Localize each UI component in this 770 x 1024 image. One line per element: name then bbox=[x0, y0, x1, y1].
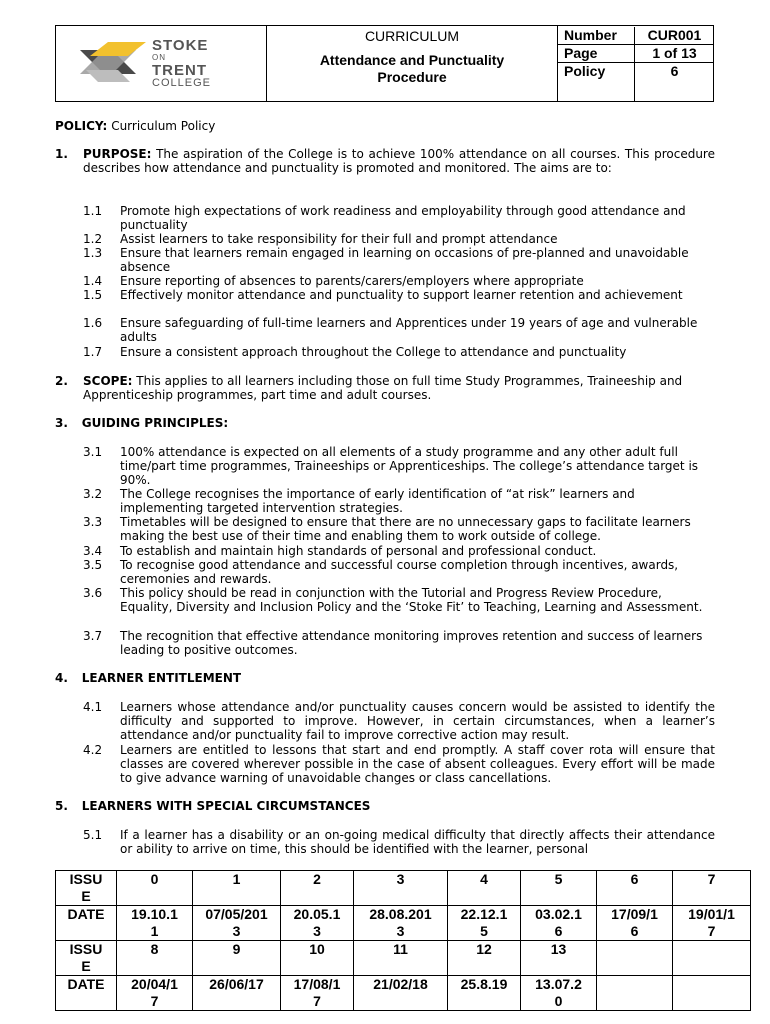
table-cell: 2 bbox=[281, 871, 354, 906]
table-cell: 28.08.201 3 bbox=[354, 906, 448, 941]
table-cell: 25.8.19 bbox=[448, 976, 521, 1011]
item-number: 1.5 bbox=[83, 288, 103, 302]
section-label: PURPOSE: bbox=[83, 147, 152, 161]
section-3-heading bbox=[55, 416, 715, 430]
section-label: LEARNERS WITH SPECIAL CIRCUMSTANCES bbox=[81, 799, 371, 813]
item-number: 1.7 bbox=[83, 345, 103, 359]
table-cell: 5 bbox=[521, 871, 597, 906]
list-item: Ensure that learners remain engaged in learning on occasions of pre-planned and unavoidable absence bbox=[120, 246, 689, 274]
list-item: Assist learners to take responsibility for their full and prompt attendance bbox=[120, 232, 558, 246]
list-item: If a learner has a disability or an on-going medical difficulty that directly affects their attendance or ability to arrive on time, this should be identified with the learner, personal bbox=[120, 828, 715, 856]
table-row bbox=[56, 871, 751, 906]
section-number: 5. bbox=[55, 799, 68, 813]
item-number: 5.1 bbox=[83, 828, 103, 842]
section-number: 1. bbox=[55, 147, 68, 161]
section-number: 2. bbox=[55, 374, 68, 388]
item-number: 3.2 bbox=[83, 487, 103, 501]
table-cell: 03.02.1 6 bbox=[521, 906, 597, 941]
section-body: This applies to all learners including those on full time Study Programmes, Traineeship and Apprenticeship programmes, part time and adult courses. bbox=[83, 374, 683, 402]
table-cell: 1 bbox=[193, 871, 281, 906]
table-cell: 7 bbox=[673, 871, 751, 906]
list-item: This policy should be read in conjunction with the Tutorial and Progress Review Procedure, Equality, Diversity and Inclusion Policy and the ‘Stoke Fit’ to Teaching, Learning and Assessment. bbox=[120, 586, 703, 614]
list-item: The recognition that effective attendance monitoring improves retention and success of learners leading to positive outcomes. bbox=[120, 629, 703, 657]
table-cell: ISSU E bbox=[56, 871, 117, 906]
table-cell: 07/05/201 3 bbox=[193, 906, 281, 941]
table-cell: 9 bbox=[193, 941, 281, 976]
meta-policy-row bbox=[558, 62, 713, 100]
table-cell: 22.12.1 5 bbox=[448, 906, 521, 941]
issue-history-table bbox=[55, 870, 751, 1011]
table-cell bbox=[673, 941, 751, 976]
list-item: Learners are entitled to lessons that start and end promptly. A staff cover rota will ensure that classes are covered wherever possible in the case of absent colleagues. Every effort will be made to give advance warning of unavoidable changes or class cancellations. bbox=[120, 743, 715, 785]
policy-label: POLICY: bbox=[55, 119, 108, 133]
table-cell: 13 bbox=[521, 941, 597, 976]
list-item: Ensure reporting of absences to parents/carers/employers where appropriate bbox=[120, 274, 584, 288]
table-cell: 13.07.2 0 bbox=[521, 976, 597, 1011]
section-label: GUIDING PRINCIPLES: bbox=[81, 416, 229, 430]
table-cell: DATE bbox=[56, 976, 117, 1011]
item-number: 3.3 bbox=[83, 515, 103, 529]
table-cell: 17/09/1 6 bbox=[597, 906, 673, 941]
table-cell bbox=[597, 976, 673, 1011]
item-number: 1.3 bbox=[83, 246, 103, 260]
list-item: To establish and maintain high standards of personal and professional conduct. bbox=[120, 544, 597, 558]
list-item: Ensure safeguarding of full-time learners and Apprentices under 19 years of age and vulnerable adults bbox=[120, 316, 698, 344]
policy-label: Policy bbox=[564, 63, 606, 79]
list-item: Ensure a consistent approach throughout the College to attendance and punctuality bbox=[120, 345, 627, 359]
table-cell bbox=[673, 976, 751, 1011]
table-row bbox=[56, 976, 751, 1011]
list-item: The College recognises the importance of early identification of “at risk” learners and implementing targeted intervention strategies. bbox=[120, 487, 635, 515]
document-title: Attendance and Punctuality Procedure bbox=[319, 52, 505, 85]
table-cell: 12 bbox=[448, 941, 521, 976]
logo-text-trent: TRENT bbox=[152, 62, 207, 79]
table-cell: 0 bbox=[117, 871, 193, 906]
item-number: 4.1 bbox=[83, 700, 103, 714]
document-category: CURRICULUM bbox=[364, 28, 460, 44]
section-5-heading bbox=[55, 799, 715, 813]
page-value: 1 of 13 bbox=[634, 45, 714, 63]
item-number: 3.4 bbox=[83, 544, 103, 558]
issue-table-body bbox=[56, 871, 751, 1011]
table-cell: 10 bbox=[281, 941, 354, 976]
list-item: To recognise good attendance and successful course completion through incentives, awards, ceremonies and rewards. bbox=[120, 558, 679, 586]
table-cell: 8 bbox=[117, 941, 193, 976]
item-number: 3.1 bbox=[83, 445, 103, 459]
table-cell: 19.10.1 1 bbox=[117, 906, 193, 941]
meta-page-row bbox=[558, 44, 713, 63]
section-label: LEARNER ENTITLEMENT bbox=[81, 671, 242, 685]
table-cell: 20.05.1 3 bbox=[281, 906, 354, 941]
item-number: 1.6 bbox=[83, 316, 103, 330]
section-2-text-first bbox=[83, 374, 715, 402]
list-item: 100% attendance is expected on all elements of a study programme and any other adult full time/part time programmes, Traineeships or Apprenticeships. The college’s attendance target is 90%. bbox=[120, 445, 699, 487]
item-number: 1.1 bbox=[83, 204, 103, 218]
table-cell: ISSU E bbox=[56, 941, 117, 976]
list-item: Timetables will be designed to ensure that there are no unnecessary gaps to facilitate learners making the best use of their time and enabling them to work outside of college. bbox=[120, 515, 691, 543]
section-number: 3. bbox=[55, 416, 68, 430]
table-cell: 26/06/17 bbox=[193, 976, 281, 1011]
logo-text-on: ON bbox=[152, 53, 166, 62]
logo-cell bbox=[56, 26, 267, 101]
table-cell: 21/02/18 bbox=[354, 976, 448, 1011]
table-cell: 3 bbox=[354, 871, 448, 906]
section-1-text bbox=[83, 147, 715, 175]
table-row bbox=[56, 941, 751, 976]
item-number: 3.7 bbox=[83, 629, 103, 643]
section-label: SCOPE: bbox=[83, 374, 133, 388]
list-item: Learners whose attendance and/or punctuality causes concern would be assisted to identify the difficulty and supported to improve. However, in certain circumstances, when a learner’s attendance and/or punctuality fail to improve corrective action may result. bbox=[120, 700, 715, 742]
page-label: Page bbox=[564, 45, 598, 61]
section-4-heading bbox=[55, 671, 715, 685]
section-number: 4. bbox=[55, 671, 68, 685]
table-cell: DATE bbox=[56, 906, 117, 941]
table-cell: 4 bbox=[448, 871, 521, 906]
meta-cell bbox=[558, 26, 713, 101]
section-body: The aspiration of the College is to achieve 100% attendance on all courses. This procedure describes how attendance and punctuality is promoted and monitored. The aims are to: bbox=[83, 147, 715, 175]
college-logo-icon bbox=[78, 40, 148, 86]
list-item: Effectively monitor attendance and punctuality to support learner retention and achievement bbox=[120, 288, 683, 302]
logo-text-stoke: STOKE bbox=[152, 37, 209, 54]
table-cell: 11 bbox=[354, 941, 448, 976]
table-cell: 20/04/1 7 bbox=[117, 976, 193, 1011]
policy-value: Curriculum Policy bbox=[111, 119, 216, 133]
table-row bbox=[56, 906, 751, 941]
item-number: 1.4 bbox=[83, 274, 103, 288]
policy-value: 6 bbox=[634, 63, 714, 101]
table-cell bbox=[597, 941, 673, 976]
table-cell: 17/08/1 7 bbox=[281, 976, 354, 1011]
table-cell: 6 bbox=[597, 871, 673, 906]
list-item: Promote high expectations of work readiness and employability through good attendance and punctuality bbox=[120, 204, 686, 232]
number-label: Number bbox=[564, 27, 617, 43]
meta-number-row bbox=[558, 26, 713, 45]
document-header bbox=[55, 25, 714, 102]
title-cell bbox=[267, 26, 558, 101]
number-value: CUR001 bbox=[634, 27, 714, 45]
item-number: 4.2 bbox=[83, 743, 103, 757]
table-cell: 19/01/1 7 bbox=[673, 906, 751, 941]
logo-text-college: COLLEGE bbox=[152, 77, 211, 89]
item-number: 3.5 bbox=[83, 558, 103, 572]
policy-line bbox=[55, 119, 715, 133]
item-number: 1.2 bbox=[83, 232, 103, 246]
item-number: 3.6 bbox=[83, 586, 103, 600]
